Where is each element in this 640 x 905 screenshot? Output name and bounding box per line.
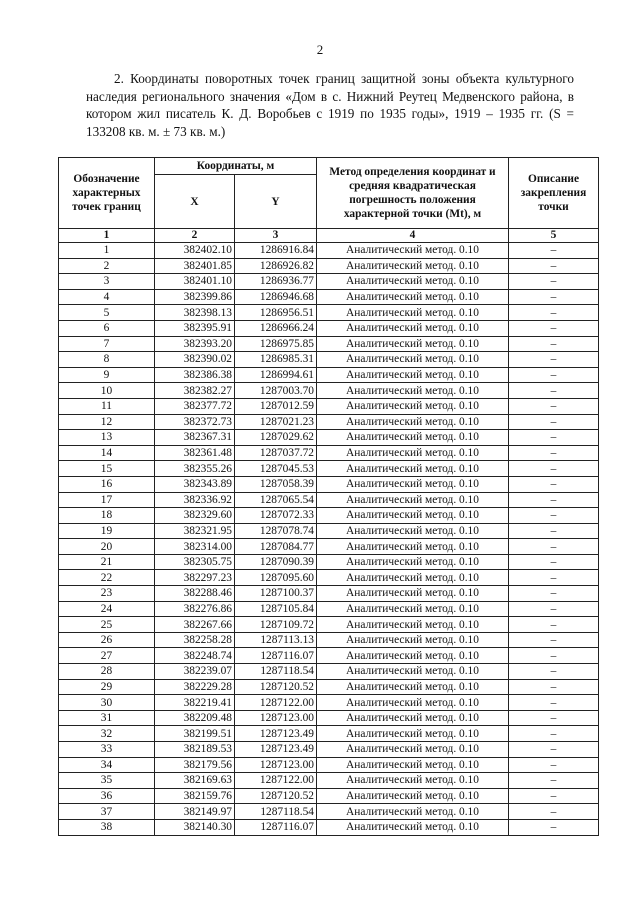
cell-method: Аналитический метод. 0.10 [317,554,509,570]
cell-x: 382239.07 [155,664,235,680]
cell-method: Аналитический метод. 0.10 [317,710,509,726]
cell-point: 25 [59,617,155,633]
cell-description: – [509,679,599,695]
cell-x: 382382.27 [155,383,235,399]
cell-description: – [509,476,599,492]
cell-method: Аналитический метод. 0.10 [317,461,509,477]
cell-y: 1287123.00 [235,710,317,726]
cell-description: – [509,352,599,368]
cell-y: 1287122.00 [235,695,317,711]
cell-x: 382248.74 [155,648,235,664]
cell-method: Аналитический метод. 0.10 [317,398,509,414]
cell-x: 382258.28 [155,632,235,648]
cell-description: – [509,804,599,820]
cell-description: – [509,320,599,336]
cell-method: Аналитический метод. 0.10 [317,243,509,259]
cell-x: 382401.85 [155,258,235,274]
cell-x: 382393.20 [155,336,235,352]
cell-method: Аналитический метод. 0.10 [317,726,509,742]
cell-method: Аналитический метод. 0.10 [317,476,509,492]
cell-point: 8 [59,352,155,368]
cell-description: – [509,445,599,461]
cell-point: 3 [59,274,155,290]
table-row [59,243,599,259]
cell-description: – [509,492,599,508]
cell-x: 382229.28 [155,679,235,695]
cell-y: 1287095.60 [235,570,317,586]
table-row [59,586,599,602]
cell-point: 21 [59,554,155,570]
cell-point: 23 [59,586,155,602]
cell-method: Аналитический метод. 0.10 [317,383,509,399]
cell-method: Аналитический метод. 0.10 [317,336,509,352]
table-row [59,523,599,539]
cell-y: 1287045.53 [235,461,317,477]
table-row [59,492,599,508]
table-row [59,710,599,726]
table-row [59,352,599,368]
cell-method: Аналитический метод. 0.10 [317,679,509,695]
cell-x: 382209.48 [155,710,235,726]
table-row [59,773,599,789]
cell-description: – [509,274,599,290]
cell-point: 2 [59,258,155,274]
cell-method: Аналитический метод. 0.10 [317,523,509,539]
table-row [59,664,599,680]
cell-description: – [509,305,599,321]
cell-description: – [509,461,599,477]
table-row [59,383,599,399]
cell-description: – [509,757,599,773]
cell-x: 382343.89 [155,476,235,492]
table-row [59,679,599,695]
cell-y: 1287120.52 [235,788,317,804]
cell-description: – [509,289,599,305]
cell-method: Аналитический метод. 0.10 [317,352,509,368]
cell-point: 24 [59,601,155,617]
cell-point: 35 [59,773,155,789]
cell-point: 15 [59,461,155,477]
cell-point: 12 [59,414,155,430]
cell-point: 16 [59,476,155,492]
table-row [59,695,599,711]
cell-x: 382336.92 [155,492,235,508]
cell-description: – [509,586,599,602]
table-row [59,274,599,290]
cell-description: – [509,601,599,617]
cell-x: 382386.38 [155,367,235,383]
cell-x: 382395.91 [155,320,235,336]
cell-y: 1287100.37 [235,586,317,602]
cell-x: 382321.95 [155,523,235,539]
cell-description: – [509,398,599,414]
cell-method: Аналитический метод. 0.10 [317,804,509,820]
cell-y: 1287120.52 [235,679,317,695]
cell-x: 382159.76 [155,788,235,804]
cell-point: 9 [59,367,155,383]
cell-point: 17 [59,492,155,508]
cell-description: – [509,726,599,742]
cell-description: – [509,819,599,835]
cell-x: 382179.56 [155,757,235,773]
cell-method: Аналитический метод. 0.10 [317,819,509,835]
table-row [59,617,599,633]
cell-y: 1287084.77 [235,539,317,555]
cell-y: 1287113.13 [235,632,317,648]
cell-y: 1287090.39 [235,554,317,570]
cell-y: 1287118.54 [235,804,317,820]
table-row [59,726,599,742]
header-method: Метод определения координат и средняя квадратическая погрешность положения характерной точки (Mt), м [317,158,509,229]
cell-y: 1287072.33 [235,508,317,524]
cell-description: – [509,570,599,586]
table-row [59,336,599,352]
table-row [59,570,599,586]
table-row [59,445,599,461]
cell-method: Аналитический метод. 0.10 [317,632,509,648]
cell-x: 382297.23 [155,570,235,586]
cell-point: 28 [59,664,155,680]
table-row [59,554,599,570]
cell-description: – [509,539,599,555]
table-row [59,648,599,664]
cell-point: 20 [59,539,155,555]
cell-description: – [509,742,599,758]
cell-y: 1286926.82 [235,258,317,274]
cell-description: – [509,523,599,539]
cell-method: Аналитический метод. 0.10 [317,414,509,430]
cell-description: – [509,336,599,352]
cell-y: 1286994.61 [235,367,317,383]
cell-x: 382276.86 [155,601,235,617]
cell-description: – [509,508,599,524]
table-row [59,757,599,773]
cell-y: 1287037.72 [235,445,317,461]
table-row [59,367,599,383]
cell-x: 382329.60 [155,508,235,524]
cell-x: 382401.10 [155,274,235,290]
cell-x: 382219.41 [155,695,235,711]
cell-description: – [509,383,599,399]
cell-y: 1286916.84 [235,243,317,259]
cell-x: 382267.66 [155,617,235,633]
cell-description: – [509,243,599,259]
cell-x: 382355.26 [155,461,235,477]
cell-x: 382399.86 [155,289,235,305]
table-row [59,320,599,336]
cell-description: – [509,632,599,648]
cell-y: 1287021.23 [235,414,317,430]
cell-y: 1286966.24 [235,320,317,336]
table-row [59,430,599,446]
cell-y: 1286956.51 [235,305,317,321]
cell-point: 37 [59,804,155,820]
cell-y: 1287029.62 [235,430,317,446]
cell-method: Аналитический метод. 0.10 [317,570,509,586]
cell-method: Аналитический метод. 0.10 [317,788,509,804]
header-coords: Координаты, м [155,158,317,175]
cell-y: 1287123.49 [235,726,317,742]
cell-method: Аналитический метод. 0.10 [317,274,509,290]
cell-y: 1287118.54 [235,664,317,680]
cell-point: 19 [59,523,155,539]
cell-method: Аналитический метод. 0.10 [317,664,509,680]
cell-y: 1286946.68 [235,289,317,305]
cell-x: 382367.31 [155,430,235,446]
col-number: 2 [155,229,235,243]
cell-method: Аналитический метод. 0.10 [317,320,509,336]
table-row [59,601,599,617]
table-row [59,539,599,555]
cell-method: Аналитический метод. 0.10 [317,695,509,711]
cell-method: Аналитический метод. 0.10 [317,305,509,321]
cell-x: 382361.48 [155,445,235,461]
cell-point: 30 [59,695,155,711]
cell-method: Аналитический метод. 0.10 [317,648,509,664]
cell-x: 382305.75 [155,554,235,570]
cell-x: 382199.51 [155,726,235,742]
coordinates-table [58,157,599,836]
cell-y: 1287003.70 [235,383,317,399]
cell-point: 38 [59,819,155,835]
cell-point: 18 [59,508,155,524]
cell-method: Аналитический метод. 0.10 [317,586,509,602]
cell-description: – [509,695,599,711]
cell-point: 5 [59,305,155,321]
cell-point: 4 [59,289,155,305]
cell-y: 1287058.39 [235,476,317,492]
cell-method: Аналитический метод. 0.10 [317,617,509,633]
cell-method: Аналитический метод. 0.10 [317,508,509,524]
header-x: X [155,175,235,229]
cell-method: Аналитический метод. 0.10 [317,539,509,555]
section-heading-text: 2. Координаты поворотных точек границ защитной зоны объекта культурного наследия регионального значения «Дом в с. Нижний Реутец Медвенского района, в котором жил писатель К. Д. Воробьев с 1919 по 1935 годы», 1919 – 1935 гг. (S = 133208 кв. м. ± 73 кв. м.) [86,71,574,139]
cell-description: – [509,430,599,446]
cell-y: 1287116.07 [235,648,317,664]
cell-description: – [509,710,599,726]
cell-x: 382398.13 [155,305,235,321]
cell-description: – [509,617,599,633]
table-row [59,632,599,648]
cell-method: Аналитический метод. 0.10 [317,430,509,446]
cell-y: 1287065.54 [235,492,317,508]
table-row [59,398,599,414]
col-number: 1 [59,229,155,243]
cell-description: – [509,414,599,430]
header-y: Y [235,175,317,229]
page-number: 2 [316,42,324,57]
cell-point: 1 [59,243,155,259]
cell-x: 382314.00 [155,539,235,555]
header-description: Описание закрепления точки [509,158,599,229]
header-point: Обозначение характерных точек границ [59,158,155,229]
col-number: 4 [317,229,509,243]
cell-point: 10 [59,383,155,399]
cell-description: – [509,554,599,570]
cell-x: 382377.72 [155,398,235,414]
table-body [59,243,599,836]
section-heading [86,70,574,140]
cell-x: 382149.97 [155,804,235,820]
cell-point: 31 [59,710,155,726]
cell-y: 1287078.74 [235,523,317,539]
cell-y: 1286936.77 [235,274,317,290]
cell-method: Аналитический метод. 0.10 [317,742,509,758]
table-row [59,742,599,758]
cell-y: 1287122.00 [235,773,317,789]
cell-x: 382402.10 [155,243,235,259]
cell-method: Аналитический метод. 0.10 [317,367,509,383]
table-row [59,508,599,524]
cell-x: 382189.53 [155,742,235,758]
cell-point: 22 [59,570,155,586]
cell-description: – [509,773,599,789]
table-row [59,819,599,835]
cell-y: 1287109.72 [235,617,317,633]
cell-x: 382169.63 [155,773,235,789]
cell-point: 27 [59,648,155,664]
cell-description: – [509,258,599,274]
cell-method: Аналитический метод. 0.10 [317,757,509,773]
table-row [59,289,599,305]
cell-point: 26 [59,632,155,648]
col-number: 5 [509,229,599,243]
cell-method: Аналитический метод. 0.10 [317,258,509,274]
cell-point: 11 [59,398,155,414]
table-row [59,804,599,820]
table-row [59,258,599,274]
cell-point: 36 [59,788,155,804]
table-row [59,461,599,477]
cell-x: 382140.30 [155,819,235,835]
cell-point: 6 [59,320,155,336]
cell-point: 32 [59,726,155,742]
cell-method: Аналитический метод. 0.10 [317,289,509,305]
cell-description: – [509,367,599,383]
cell-point: 33 [59,742,155,758]
cell-point: 34 [59,757,155,773]
cell-point: 29 [59,679,155,695]
cell-method: Аналитический метод. 0.10 [317,445,509,461]
cell-y: 1286985.31 [235,352,317,368]
cell-y: 1287123.49 [235,742,317,758]
cell-x: 382288.46 [155,586,235,602]
cell-y: 1287105.84 [235,601,317,617]
cell-description: – [509,664,599,680]
cell-point: 14 [59,445,155,461]
table-row [59,476,599,492]
cell-method: Аналитический метод. 0.10 [317,773,509,789]
cell-x: 382390.02 [155,352,235,368]
cell-y: 1286975.85 [235,336,317,352]
cell-y: 1287012.59 [235,398,317,414]
table-row [59,305,599,321]
cell-method: Аналитический метод. 0.10 [317,601,509,617]
cell-method: Аналитический метод. 0.10 [317,492,509,508]
cell-description: – [509,648,599,664]
cell-y: 1287116.07 [235,819,317,835]
cell-y: 1287123.00 [235,757,317,773]
cell-point: 13 [59,430,155,446]
table-row [59,788,599,804]
cell-x: 382372.73 [155,414,235,430]
table-row [59,414,599,430]
col-number: 3 [235,229,317,243]
cell-point: 7 [59,336,155,352]
cell-description: – [509,788,599,804]
